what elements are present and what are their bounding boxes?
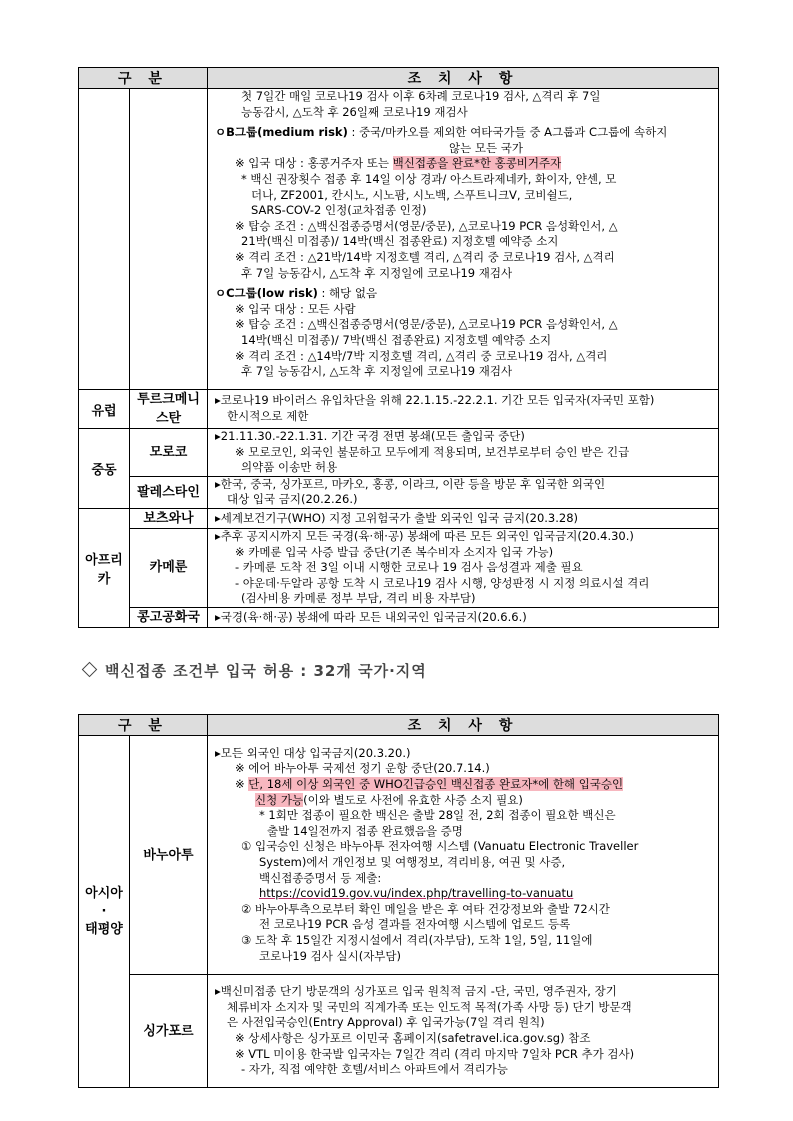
table-row-botswana: 아프리카 보츠와나 ▸세계보건기구(WHO) 지정 고위험국가 출발 외국인 입국 금지(20.3.28) [79, 508, 719, 528]
country-vanuatu: 바누아투 [130, 736, 208, 975]
header-category: 구 분 [79, 715, 208, 736]
region-mideast: 중동 [79, 429, 130, 509]
table-row-turkmenistan: 유럽 투르크메니 스탄 ▸코로나19 바이러스 유입차단을 위해 22.1.15.-22.2.1. 기간 모든 입국자(자국민 포함) 한시적으로 제한 [79, 390, 719, 429]
country-turkmenistan: 투르크메니 스탄 [130, 390, 208, 429]
vanuatu-link[interactable]: https://covid19.gov.vu/index.php/travelling-to-vanuatu [259, 886, 574, 901]
region-asia-pacific: 아시아 · 태평양 [79, 736, 130, 1088]
table-row-palestine: 팔레스타인 ▸한국, 중국, 싱가포르, 마카오, 홍콩, 이라크, 이란 등을 방문 후 입국한 외국인 대상 입국 금지(20.2.26.) [79, 476, 719, 508]
group-b-title: ㅇB그룹(medium risk) [215, 125, 348, 140]
country-cameroon: 카메룬 [130, 528, 208, 607]
table-header-row [79, 68, 719, 89]
table-row-cameroon: 카메룬 ▸추후 공지시까지 모든 국경(육·해·공) 봉쇄에 따른 모든 외국인 입국금지(20.4.30.) ※ 카메룬 입국 사증 발급 중단(기존 복수비자 소지자 입국 가능) - 카메룬 도착 전 3일 이내 시행한 코로나 19 검사 음성결과 제출 필요 - 야운데·두알라 공항 도착 시 코로나19 검사 시행, 양성판정 시 지정 의료시설 격리 (검사비용 카메룬 정부 부담, 격리 비용 자부담) [79, 528, 719, 607]
table-row-morocco: 중동 모로코 ▸21.11.30.-22.1.31. 기간 국경 전면 봉쇄(모든 출입국 중단) ※ 모로코인, 외국인 불문하고 모두에게 적용되며, 보건부로부터 승인 받은 긴급 의약품 이송만 허용 [79, 429, 719, 477]
highlight-vaccinated: 백신접종을 완료*한 홍콩비거주자 [392, 156, 562, 171]
header-measures: 조 치 사 항 [208, 68, 719, 89]
country-botswana: 보츠와나 [130, 508, 208, 528]
table-row-singapore: 싱가포르 ▸백신미접종 단기 방문객의 싱가포르 입국 원칙적 금지 -단, 국민, 영주권자, 장기 체류비자 소지자 및 국민의 직계가족 또는 인도적 목적(가족 사망 등) 단기 방문객 은 사전입국승인(Entry Approval) 후 입국가능(7일 격리 원칙) ※ 상세사항은 싱가포르 이민국 홈페이지(safetravel.ica.gov.sg) 참조 ※ VTL 미이용 한국발 입국자는 7일간 격리 (격리 마지막 7일차 PCR 추가 검사) - 자가, 직접 예약한 호텔/서비스 아파트에서 격리가능 [79, 975, 719, 1088]
region-africa: 아프리카 [79, 508, 130, 627]
entry-restrictions-table [78, 67, 719, 628]
table-header-row [79, 715, 719, 736]
table-row-hongkong-cont [79, 89, 719, 390]
highlight-vanuatu-condition: 단, 18세 이상 외국인 중 WHO긴급승인 백신접종 완료자*에 한해 입국승인 [248, 777, 624, 792]
group-c-title: ㅇC그룹(low risk) [215, 286, 318, 301]
country-palestine: 팔레스타인 [130, 476, 208, 508]
table-row-vanuatu: 아시아 · 태평양 바누아투 ▸모든 외국인 대상 입국금지(20.3.20.) ※ 에어 바누아투 국제선 정기 운항 중단(20.7.14.) ※ 단, 18세 이상 외국인 중 WHO긴급승인 백신접종 완료자*에 한해 입국승인 신청 가능(이와 별도로 사전에 유효한 사증 소지 필요) * 1회만 접종이 필요한 백신은 출발 28일 전, 2회 접종이 필요한 백신은 출발 14일전까지 접종 완료했음을 증명 ① 입국승인 신청은 바누아투 전자여행 시스템 (Vanuatu Electronic Traveller System)에서 개인정보 및 여행정보, 격리비용, 여권 및 사증, 백신접종증명서 등 제출: https://covid19.gov.vu/index.php/travelling-to-vanuatu ② 바누아투측으로부터 확인 메일을 받은 후 여타 건강정보와 출발 72시간 전 코로나19 PCR 음성 결과를 전자여행 시스템에 업로드 등록 ③ 도착 후 15일간 지정시설에서 격리(자부담), 도착 1일, 5일, 11일에 코로나19 검사 실시(자부담) [79, 736, 719, 975]
country-singapore: 싱가포르 [130, 975, 208, 1088]
country-morocco: 모로코 [130, 429, 208, 477]
section-title: 백신접종 조건부 입국 허용 : 32개 국가·지역 [84, 660, 427, 681]
diamond-bullet-icon [82, 662, 98, 678]
header-category: 구 분 [79, 68, 208, 89]
header-measures: 조 치 사 항 [208, 715, 719, 736]
vaccine-conditional-entry-table [78, 714, 719, 1088]
hongkong-measures: 첫 7일간 매일 코로나19 검사 이후 6차례 코로나19 검사, △격리 후 7일 능동감시, △도착 후 26일째 코로나19 재검사 ㅇB그룹(medium risk) : 중국/마카오를 제외한 여타국가들 중 A그룹과 C그룹에 속하지 않는 모든 국가 ※ 입국 대상 : 홍콩거주자 또는 백신접종을 완료*한 홍콩비거주자 * 백신 권장횟수 접종 후 14일 이상 경과/ 아스트라제네카, 화이자, 얀센, 모 더나, ZF2001, 칸시노, 시노팜, 시노백, 스푸트니크V, 코비쉴드, SARS-COV-2 인정(교차접종 인정) ※ 탑승 조건 : △백신접종증명서(영문/중문), △코로나19 PCR 음성확인서, △ 21박(백신 미접종)/ 14박(백신 접종완료) 지정호텔 예약증 소지 ※ 격리 조건 : △21박/14박 지정호텔 격리, △격리 중 코로나19 검사, △격리 후 7일 능동감시, △도착 후 지정일에 코로나19 재검사 ㅇC그룹(low risk) : 해당 없음 ※ 입국 대상 : 모든 사람 ※ 탑승 조건 : △백신접종증명서(영문/중문), △코로나19 PCR 음성확인서, △ 14박(백신 미접종)/ 7박(백신 접종완료) 지정호텔 예약증 소지 ※ 격리 조건 : △14박/7박 지정호텔 격리, △격리 중 코로나19 검사, △격리 후 7일 능동감시, △도착 후 지정일에 코로나19 재검사 [208, 89, 719, 390]
country-congo: 콩고공화국 [130, 607, 208, 627]
region-europe: 유럽 [79, 390, 130, 429]
table-row-congo: 콩고공화국 ▸국경(육·해·공) 봉쇄에 따라 모든 내외국인 입국금지(20.6.6.) [79, 607, 719, 627]
